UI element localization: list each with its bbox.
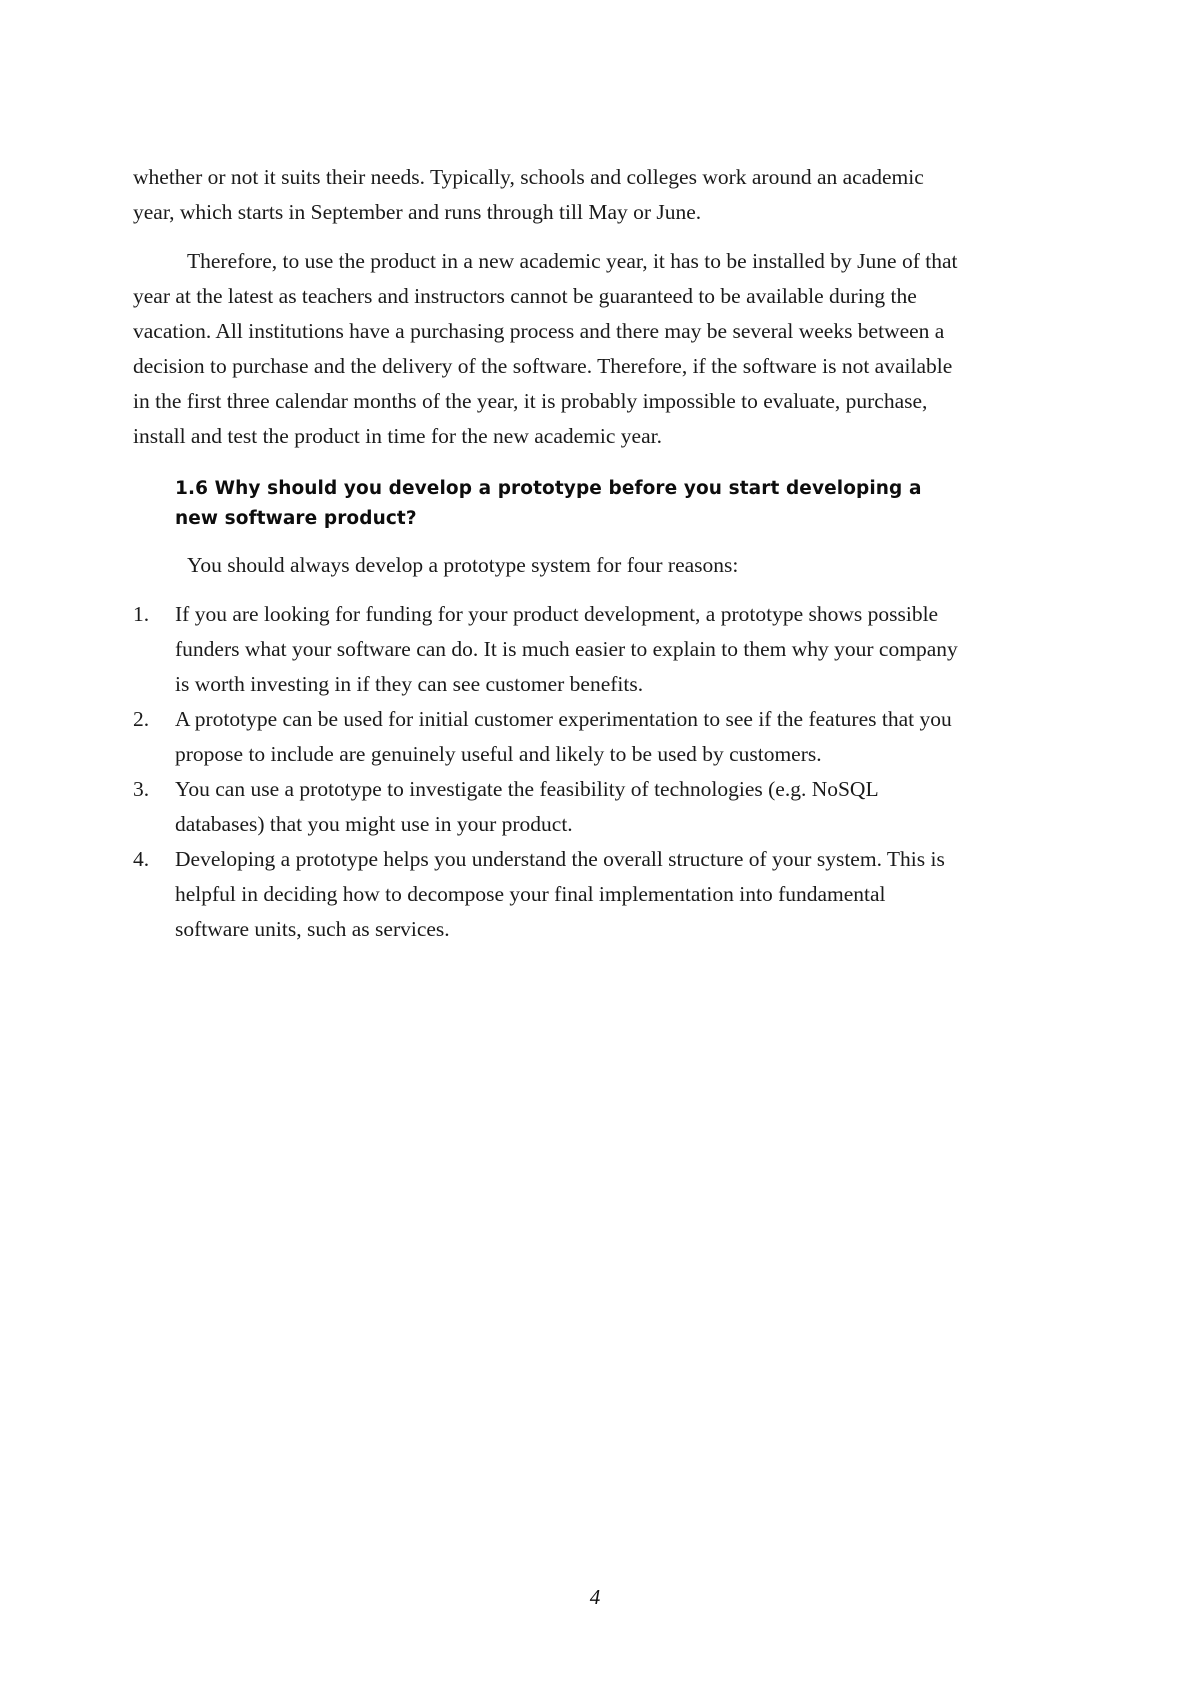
spacer <box>133 230 963 244</box>
list-item <box>133 772 963 842</box>
list-item-marker: 3. <box>133 777 150 801</box>
list-item-marker: 2. <box>133 707 150 731</box>
spacer <box>133 534 963 548</box>
list-item-text: Developing a prototype helps you understand the overall structure of your system. This is helpful in deciding how to decompose your final implementation into fundamental software units, such as services. <box>175 847 945 941</box>
spacer <box>133 454 963 474</box>
page-content <box>133 160 963 947</box>
list-item <box>133 702 963 772</box>
page-number: 4 <box>589 1585 601 1609</box>
paragraph-therefore: Therefore, to use the product in a new academic year, it has to be installed by June of that year at the latest as teachers and instructors cannot be guaranteed to be available during the vacation. All institutions have a purchasing process and there may be several weeks between a decision to purchase and the delivery of the software. Therefore, if the software is not available in the first three calendar months of the year, it is probably impossible to evaluate, purchase, install and test the product in time for the new academic year. <box>133 249 958 448</box>
list-item-marker: 4. <box>133 847 150 871</box>
list-item-text: If you are looking for funding for your product development, a prototype shows possible funders what your software can do. It is much easier to explain to them why your company is worth investing in if they can see customer benefits. <box>175 602 958 696</box>
paragraph-continuation: whether or not it suits their needs. Typically, schools and colleges work around an academic year, which starts in September and runs through till May or June. <box>133 165 924 224</box>
lead-paragraph: You should always develop a prototype system for four reasons: <box>187 553 739 577</box>
spacer <box>133 583 963 597</box>
list-item-marker: 1. <box>133 602 150 626</box>
list-item-text: A prototype can be used for initial customer experimentation to see if the features that you propose to include are genuinely useful and likely to be used by customers. <box>175 707 952 766</box>
list-item <box>133 597 963 702</box>
section-heading-1-6: 1.6 Why should you develop a prototype before you start developing a new software product? <box>175 478 922 529</box>
numbered-list <box>133 597 963 947</box>
list-item-text: You can use a prototype to investigate the feasibility of technologies (e.g. NoSQL databases) that you might use in your product. <box>175 777 878 836</box>
list-item <box>133 842 963 947</box>
